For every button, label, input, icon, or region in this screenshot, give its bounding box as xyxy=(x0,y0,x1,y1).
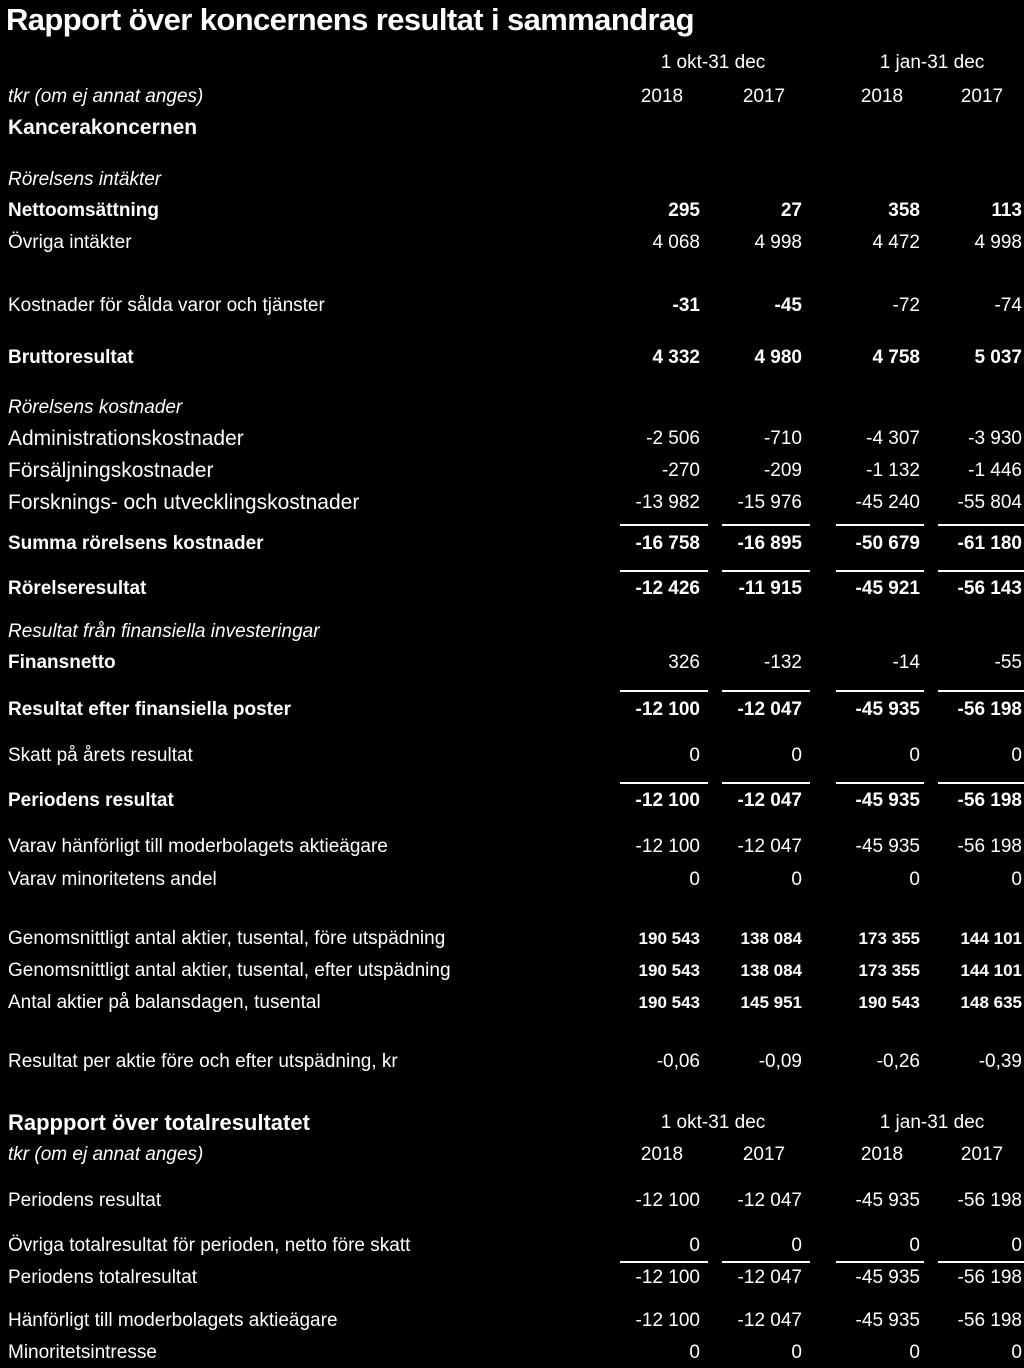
table-row xyxy=(0,741,1024,771)
table-row xyxy=(0,424,1024,454)
row-label: Periodens resultat xyxy=(8,1190,162,1211)
table-row xyxy=(0,1306,1024,1336)
cell-q4-2018: -270 xyxy=(661,460,700,481)
cell-q4-2017: 4 980 xyxy=(754,347,802,368)
cell-q4-2017: -12 047 xyxy=(737,790,802,811)
section-row xyxy=(0,393,1024,423)
cell-year-2017: 144 101 xyxy=(960,929,1022,948)
cell-q4-2018: 190 543 xyxy=(638,993,700,1012)
cell-q4-2017: 138 084 xyxy=(740,929,802,948)
cell-q4-2017: -12 047 xyxy=(737,699,802,720)
cell-year-2017: -55 804 xyxy=(957,492,1022,513)
table-row xyxy=(0,291,1024,321)
sum-rule xyxy=(836,570,924,572)
cell-year-2018: 0 xyxy=(909,869,920,890)
sum-rule xyxy=(620,782,708,784)
cell-q4-2018: -12 100 xyxy=(635,699,700,720)
cell-q4-2017: 0 xyxy=(791,1342,802,1363)
table-row xyxy=(0,832,1024,862)
row-label: Genomsnittligt antal aktier, tusental, efter utspädning xyxy=(8,960,451,981)
cell-year-2017: -55 xyxy=(994,652,1022,673)
row-label: Administrationskostnader xyxy=(8,427,244,450)
total-header-row xyxy=(0,1108,1024,1138)
cell-q4-2018: -12 100 xyxy=(635,1190,700,1211)
sum-rule xyxy=(938,782,1024,784)
cell-q4-2017: -710 xyxy=(763,428,802,449)
cell-q4-2018: -12 100 xyxy=(635,1267,700,1288)
cell-year-2017: -56 198 xyxy=(957,699,1022,720)
sum-rule xyxy=(722,524,810,526)
row-label: Resultat per aktie före och efter utspädning, kr xyxy=(8,1051,398,1072)
cell-year-2018: 0 xyxy=(909,1342,920,1363)
cell-q4-2017: 145 951 xyxy=(740,993,802,1012)
row-label: Periodens resultat xyxy=(8,790,174,811)
unit-label: tkr (om ej annat anges) xyxy=(8,86,204,107)
row-label: Bruttoresultat xyxy=(8,347,134,368)
cell-year-2018: -45 935 xyxy=(855,790,920,811)
row-label: Finansnetto xyxy=(8,652,116,673)
cell-q4-2018: -12 426 xyxy=(635,578,700,599)
cell-year-2017: -74 xyxy=(994,295,1022,316)
total-year-col-3: 2018 xyxy=(860,1144,904,1165)
cell-year-2017: 0 xyxy=(1011,1342,1022,1363)
cell-q4-2017: 4 998 xyxy=(754,232,802,253)
cell-year-2018: 173 355 xyxy=(858,929,920,948)
year-col-1: 2018 xyxy=(640,86,684,107)
total-year-header-row xyxy=(0,1140,1024,1170)
cell-year-2017: -56 143 xyxy=(957,578,1022,599)
table-row xyxy=(0,924,1024,954)
cell-year-2017: 144 101 xyxy=(960,961,1022,980)
year-col-4: 2017 xyxy=(960,86,1004,107)
total-section-title: Rappport över totalresultatet xyxy=(8,1110,310,1135)
cell-year-2017: -56 198 xyxy=(957,1310,1022,1331)
table-row xyxy=(0,1047,1024,1077)
total-period-q4: 1 okt-31 dec xyxy=(660,1112,766,1133)
table-row xyxy=(0,865,1024,895)
row-label: Resultat från finansiella investeringar xyxy=(8,621,320,642)
cell-year-2017: -56 198 xyxy=(957,790,1022,811)
cell-q4-2018: -2 506 xyxy=(646,428,700,449)
table-row xyxy=(0,456,1024,486)
cell-year-2018: -45 935 xyxy=(855,836,920,857)
cell-q4-2018: 4 068 xyxy=(652,232,700,253)
sum-rule xyxy=(836,690,924,692)
cell-q4-2018: 295 xyxy=(668,200,700,221)
row-label: Minoritetsintresse xyxy=(8,1342,157,1363)
cell-year-2018: -45 935 xyxy=(855,1190,920,1211)
cell-q4-2017: -12 047 xyxy=(737,1310,802,1331)
cell-year-2017: 148 635 xyxy=(960,993,1022,1012)
cell-q4-2018: -16 758 xyxy=(635,533,700,554)
sum-rule xyxy=(722,690,810,692)
cell-year-2017: -61 180 xyxy=(957,533,1022,554)
section-row xyxy=(0,165,1024,195)
row-label: Genomsnittligt antal aktier, tusental, före utspädning xyxy=(8,928,446,949)
cell-q4-2018: 0 xyxy=(689,1235,700,1256)
cell-q4-2017: 0 xyxy=(791,745,802,766)
report-title: Rapport över koncernens resultat i sammandrag xyxy=(6,2,694,37)
table-row xyxy=(0,343,1024,373)
cell-year-2017: -56 198 xyxy=(957,836,1022,857)
cell-q4-2017: -12 047 xyxy=(737,836,802,857)
cell-q4-2017: -11 915 xyxy=(738,578,802,599)
year-col-2: 2017 xyxy=(742,86,786,107)
cell-year-2017: 113 xyxy=(991,200,1022,221)
sum-rule xyxy=(938,570,1024,572)
table-row xyxy=(0,1338,1024,1368)
cell-year-2017: 0 xyxy=(1011,1235,1022,1256)
cell-year-2018: 358 xyxy=(888,200,920,221)
cell-q4-2018: -12 100 xyxy=(635,790,700,811)
cell-year-2018: 4 472 xyxy=(872,232,920,253)
cell-q4-2018: -12 100 xyxy=(635,836,700,857)
group-label: Kancerakoncernen xyxy=(8,116,198,139)
row-label: Summa rörelsens kostnader xyxy=(8,533,264,554)
cell-q4-2018: 326 xyxy=(668,652,700,673)
total-year-col-2: 2017 xyxy=(742,1144,786,1165)
sum-rule xyxy=(836,782,924,784)
cell-q4-2018: 4 332 xyxy=(652,347,700,368)
cell-q4-2018: -0,06 xyxy=(656,1051,700,1072)
cell-q4-2018: 0 xyxy=(689,1342,700,1363)
cell-q4-2017: 27 xyxy=(780,200,802,221)
cell-year-2018: -0,26 xyxy=(876,1051,920,1072)
sum-rule xyxy=(836,524,924,526)
table-row xyxy=(0,695,1024,725)
sum-rule xyxy=(722,782,810,784)
cell-q4-2018: 0 xyxy=(689,745,700,766)
cell-q4-2017: -15 976 xyxy=(737,492,802,513)
cell-year-2018: 190 543 xyxy=(858,993,920,1012)
table-row xyxy=(0,488,1024,518)
cell-q4-2017: -209 xyxy=(763,460,802,481)
sum-rule xyxy=(938,690,1024,692)
cell-q4-2018: -12 100 xyxy=(635,1310,700,1331)
cell-year-2018: 0 xyxy=(909,745,920,766)
year-header-row xyxy=(0,82,1024,112)
year-col-3: 2018 xyxy=(860,86,904,107)
cell-year-2017: -3 930 xyxy=(968,428,1022,449)
table-row xyxy=(0,648,1024,678)
table-row xyxy=(0,1231,1024,1261)
cell-year-2017: -0,39 xyxy=(978,1051,1022,1072)
cell-year-2017: 5 037 xyxy=(974,347,1022,368)
cell-q4-2017: 0 xyxy=(791,869,802,890)
cell-year-2018: -14 xyxy=(892,652,920,673)
table-row xyxy=(0,786,1024,816)
table-row xyxy=(0,1263,1024,1293)
row-label: Varav hänförligt till moderbolagets aktieägare xyxy=(8,836,388,857)
row-label: Nettoomsättning xyxy=(8,200,159,221)
cell-year-2018: 4 758 xyxy=(872,347,920,368)
sum-rule xyxy=(620,570,708,572)
cell-q4-2017: -12 047 xyxy=(737,1267,802,1288)
cell-year-2018: -45 921 xyxy=(855,578,920,599)
cell-q4-2017: -16 895 xyxy=(737,533,802,554)
row-label: Övriga intäkter xyxy=(8,232,132,253)
table-row xyxy=(0,574,1024,604)
table-row xyxy=(0,956,1024,986)
row-label: Rörelseresultat xyxy=(8,578,147,599)
cell-year-2018: -72 xyxy=(892,295,920,316)
sum-rule xyxy=(938,524,1024,526)
cell-year-2018: 0 xyxy=(909,1235,920,1256)
cell-year-2018: -45 240 xyxy=(855,492,920,513)
total-period-year: 1 jan-31 dec xyxy=(879,1112,985,1133)
cell-year-2017: 0 xyxy=(1011,745,1022,766)
row-label: Hänförligt till moderbolagets aktieägare xyxy=(8,1310,338,1331)
cell-year-2018: -45 935 xyxy=(855,1267,920,1288)
row-label: Resultat efter finansiella poster xyxy=(8,699,291,720)
period-q4: 1 okt-31 dec xyxy=(660,52,766,73)
cell-year-2018: -4 307 xyxy=(866,428,920,449)
cell-year-2017: -56 198 xyxy=(957,1190,1022,1211)
row-label: Forsknings- och utvecklingskostnader xyxy=(8,491,360,514)
row-label: Periodens totalresultat xyxy=(8,1267,198,1288)
cell-q4-2018: -13 982 xyxy=(635,492,700,513)
cell-year-2017: 0 xyxy=(1011,869,1022,890)
cell-year-2018: -1 132 xyxy=(866,460,920,481)
row-label: Kostnader för sålda varor och tjänster xyxy=(8,295,325,316)
row-label: Varav minoritetens andel xyxy=(8,869,217,890)
row-label: Övriga totalresultat för perioden, netto före skatt xyxy=(8,1235,411,1256)
row-label: Skatt på årets resultat xyxy=(8,745,193,766)
cell-q4-2017: 138 084 xyxy=(740,961,802,980)
total-year-col-4: 2017 xyxy=(960,1144,1004,1165)
cell-q4-2017: -132 xyxy=(763,652,802,673)
row-label: Antal aktier på balansdagen, tusental xyxy=(8,992,321,1013)
sum-rule xyxy=(620,690,708,692)
table-row xyxy=(0,1186,1024,1216)
total-unit-label: tkr (om ej annat anges) xyxy=(8,1144,204,1165)
table-row xyxy=(0,529,1024,559)
cell-q4-2017: -0,09 xyxy=(758,1051,802,1072)
cell-year-2018: -45 935 xyxy=(855,1310,920,1331)
cell-q4-2018: 190 543 xyxy=(638,961,700,980)
sum-rule xyxy=(620,524,708,526)
cell-year-2018: -45 935 xyxy=(855,699,920,720)
cell-q4-2018: 0 xyxy=(689,869,700,890)
section-row xyxy=(0,617,1024,647)
cell-q4-2017: -45 xyxy=(774,295,802,316)
cell-q4-2018: 190 543 xyxy=(638,929,700,948)
cell-q4-2017: 0 xyxy=(791,1235,802,1256)
table-row xyxy=(0,988,1024,1018)
cell-year-2018: -50 679 xyxy=(855,533,920,554)
sum-rule xyxy=(722,570,810,572)
period-year: 1 jan-31 dec xyxy=(879,52,985,73)
row-label: Rörelsens kostnader xyxy=(8,397,183,418)
table-row xyxy=(0,228,1024,258)
cell-q4-2017: -12 047 xyxy=(737,1190,802,1211)
row-label: Rörelsens intäkter xyxy=(8,169,162,190)
group-label-row xyxy=(0,113,1024,143)
cell-year-2018: 173 355 xyxy=(858,961,920,980)
cell-q4-2018: -31 xyxy=(672,295,700,316)
cell-year-2017: -1 446 xyxy=(968,460,1022,481)
cell-year-2017: -56 198 xyxy=(957,1267,1022,1288)
period-header-row xyxy=(0,48,1024,78)
table-row xyxy=(0,196,1024,226)
row-label: Försäljningskostnader xyxy=(8,459,214,482)
total-year-col-1: 2018 xyxy=(640,1144,684,1165)
cell-year-2017: 4 998 xyxy=(974,232,1022,253)
